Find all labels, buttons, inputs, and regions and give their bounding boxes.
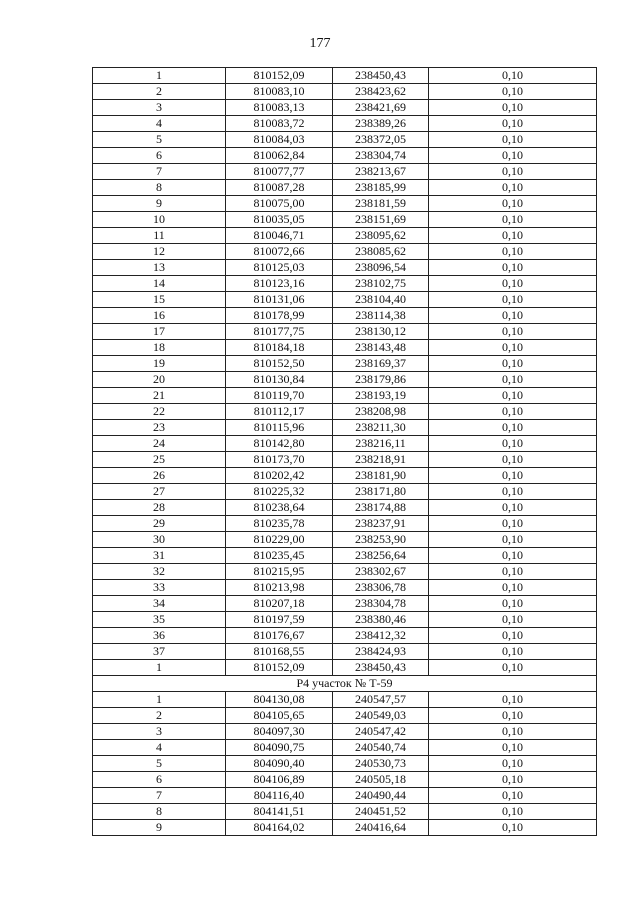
- table-row: [93, 436, 597, 452]
- accuracy-cell: 0,10: [429, 564, 597, 580]
- table-row: [93, 340, 597, 356]
- table-row: [93, 756, 597, 772]
- y-coordinate-cell: 238218,91: [333, 452, 429, 468]
- x-coordinate-cell: 810152,50: [226, 356, 333, 372]
- table-row: [93, 388, 597, 404]
- table-row: [93, 276, 597, 292]
- accuracy-cell: 0,10: [429, 116, 597, 132]
- x-coordinate-cell: 810176,67: [226, 628, 333, 644]
- point-number-cell: 12: [93, 244, 226, 260]
- accuracy-cell: 0,10: [429, 164, 597, 180]
- accuracy-cell: 0,10: [429, 180, 597, 196]
- point-number-cell: 7: [93, 164, 226, 180]
- point-number-cell: 4: [93, 740, 226, 756]
- y-coordinate-cell: 238304,74: [333, 148, 429, 164]
- point-number-cell: 16: [93, 308, 226, 324]
- point-number-cell: 5: [93, 132, 226, 148]
- y-coordinate-cell: 238185,99: [333, 180, 429, 196]
- y-coordinate-cell: 238424,93: [333, 644, 429, 660]
- point-number-cell: 20: [93, 372, 226, 388]
- table-row: [93, 116, 597, 132]
- y-coordinate-cell: 238256,64: [333, 548, 429, 564]
- table-row: [93, 708, 597, 724]
- y-coordinate-cell: 238102,75: [333, 276, 429, 292]
- y-coordinate-cell: 240416,64: [333, 820, 429, 836]
- y-coordinate-cell: 238095,62: [333, 228, 429, 244]
- point-number-cell: 21: [93, 388, 226, 404]
- y-coordinate-cell: 240505,18: [333, 772, 429, 788]
- point-number-cell: 29: [93, 516, 226, 532]
- y-coordinate-cell: 240549,03: [333, 708, 429, 724]
- x-coordinate-cell: 804106,89: [226, 772, 333, 788]
- x-coordinate-cell: 810125,03: [226, 260, 333, 276]
- point-number-cell: 1: [93, 692, 226, 708]
- point-number-cell: 18: [93, 340, 226, 356]
- x-coordinate-cell: 810178,99: [226, 308, 333, 324]
- y-coordinate-cell: 238450,43: [333, 68, 429, 84]
- accuracy-cell: 0,10: [429, 516, 597, 532]
- table-row: [93, 452, 597, 468]
- y-coordinate-cell: 240530,73: [333, 756, 429, 772]
- x-coordinate-cell: 810084,03: [226, 132, 333, 148]
- x-coordinate-cell: 810112,17: [226, 404, 333, 420]
- section-header-row: [93, 676, 597, 692]
- x-coordinate-cell: 804164,02: [226, 820, 333, 836]
- point-number-cell: 4: [93, 116, 226, 132]
- table-row: [93, 164, 597, 180]
- accuracy-cell: 0,10: [429, 788, 597, 804]
- page-number: 177: [309, 36, 331, 51]
- accuracy-cell: 0,10: [429, 260, 597, 276]
- table-row: [93, 180, 597, 196]
- section-title: Р4 участок № Т-59: [93, 676, 597, 692]
- x-coordinate-cell: 810152,09: [226, 660, 333, 676]
- y-coordinate-cell: 238085,62: [333, 244, 429, 260]
- x-coordinate-cell: 810075,00: [226, 196, 333, 212]
- table-row: [93, 548, 597, 564]
- y-coordinate-cell: 238181,90: [333, 468, 429, 484]
- point-number-cell: 35: [93, 612, 226, 628]
- x-coordinate-cell: 810173,70: [226, 452, 333, 468]
- accuracy-cell: 0,10: [429, 292, 597, 308]
- table-row: [93, 228, 597, 244]
- x-coordinate-cell: 810238,64: [226, 500, 333, 516]
- accuracy-cell: 0,10: [429, 548, 597, 564]
- table-row: [93, 196, 597, 212]
- y-coordinate-cell: 238423,62: [333, 84, 429, 100]
- y-coordinate-cell: 240490,44: [333, 788, 429, 804]
- y-coordinate-cell: 238143,48: [333, 340, 429, 356]
- point-number-cell: 28: [93, 500, 226, 516]
- accuracy-cell: 0,10: [429, 388, 597, 404]
- point-number-cell: 15: [93, 292, 226, 308]
- accuracy-cell: 0,10: [429, 84, 597, 100]
- point-number-cell: 9: [93, 820, 226, 836]
- x-coordinate-cell: 810202,42: [226, 468, 333, 484]
- table-row: [93, 804, 597, 820]
- table-row: [93, 244, 597, 260]
- table-row: [93, 372, 597, 388]
- table-row: [93, 84, 597, 100]
- point-number-cell: 23: [93, 420, 226, 436]
- x-coordinate-cell: 810235,78: [226, 516, 333, 532]
- x-coordinate-cell: 810168,55: [226, 644, 333, 660]
- x-coordinate-cell: 810083,10: [226, 84, 333, 100]
- x-coordinate-cell: 810142,80: [226, 436, 333, 452]
- accuracy-cell: 0,10: [429, 580, 597, 596]
- y-coordinate-cell: 238450,43: [333, 660, 429, 676]
- x-coordinate-cell: 810130,84: [226, 372, 333, 388]
- point-number-cell: 33: [93, 580, 226, 596]
- point-number-cell: 2: [93, 84, 226, 100]
- table-row: [93, 468, 597, 484]
- accuracy-cell: 0,10: [429, 340, 597, 356]
- point-number-cell: 25: [93, 452, 226, 468]
- y-coordinate-cell: 240547,42: [333, 724, 429, 740]
- accuracy-cell: 0,10: [429, 420, 597, 436]
- x-coordinate-cell: 804090,75: [226, 740, 333, 756]
- y-coordinate-cell: 240540,74: [333, 740, 429, 756]
- accuracy-cell: 0,10: [429, 740, 597, 756]
- y-coordinate-cell: 238104,40: [333, 292, 429, 308]
- y-coordinate-cell: 238304,78: [333, 596, 429, 612]
- accuracy-cell: 0,10: [429, 308, 597, 324]
- accuracy-cell: 0,10: [429, 692, 597, 708]
- table-row: [93, 532, 597, 548]
- point-number-cell: 1: [93, 660, 226, 676]
- point-number-cell: 6: [93, 148, 226, 164]
- x-coordinate-cell: 810083,13: [226, 100, 333, 116]
- accuracy-cell: 0,10: [429, 724, 597, 740]
- point-number-cell: 31: [93, 548, 226, 564]
- table-row: [93, 148, 597, 164]
- x-coordinate-cell: 810072,66: [226, 244, 333, 260]
- accuracy-cell: 0,10: [429, 404, 597, 420]
- point-number-cell: 11: [93, 228, 226, 244]
- point-number-cell: 37: [93, 644, 226, 660]
- y-coordinate-cell: 238130,12: [333, 324, 429, 340]
- table-row: [93, 308, 597, 324]
- table-row: [93, 260, 597, 276]
- point-number-cell: 19: [93, 356, 226, 372]
- accuracy-cell: 0,10: [429, 100, 597, 116]
- x-coordinate-cell: 810152,09: [226, 68, 333, 84]
- x-coordinate-cell: 804141,51: [226, 804, 333, 820]
- point-number-cell: 5: [93, 756, 226, 772]
- accuracy-cell: 0,10: [429, 644, 597, 660]
- y-coordinate-cell: 238412,32: [333, 628, 429, 644]
- point-number-cell: 10: [93, 212, 226, 228]
- x-coordinate-cell: 810184,18: [226, 340, 333, 356]
- x-coordinate-cell: 810131,06: [226, 292, 333, 308]
- accuracy-cell: 0,10: [429, 772, 597, 788]
- table-row: [93, 772, 597, 788]
- x-coordinate-cell: 810225,32: [226, 484, 333, 500]
- table-row: [93, 644, 597, 660]
- accuracy-cell: 0,10: [429, 324, 597, 340]
- accuracy-cell: 0,10: [429, 500, 597, 516]
- table-row: [93, 292, 597, 308]
- x-coordinate-cell: 810229,00: [226, 532, 333, 548]
- point-number-cell: 3: [93, 724, 226, 740]
- y-coordinate-cell: 238114,38: [333, 308, 429, 324]
- accuracy-cell: 0,10: [429, 628, 597, 644]
- y-coordinate-cell: 238302,67: [333, 564, 429, 580]
- accuracy-cell: 0,10: [429, 612, 597, 628]
- accuracy-cell: 0,10: [429, 228, 597, 244]
- y-coordinate-cell: 238216,11: [333, 436, 429, 452]
- y-coordinate-cell: 238193,19: [333, 388, 429, 404]
- accuracy-cell: 0,10: [429, 756, 597, 772]
- x-coordinate-cell: 804130,08: [226, 692, 333, 708]
- table-row: [93, 580, 597, 596]
- x-coordinate-cell: 810177,75: [226, 324, 333, 340]
- table-row: [93, 820, 597, 836]
- point-number-cell: 32: [93, 564, 226, 580]
- table-row: [93, 100, 597, 116]
- point-number-cell: 24: [93, 436, 226, 452]
- table-row: [93, 68, 597, 84]
- x-coordinate-cell: 810215,95: [226, 564, 333, 580]
- y-coordinate-cell: 240451,52: [333, 804, 429, 820]
- table-row: [93, 692, 597, 708]
- accuracy-cell: 0,10: [429, 820, 597, 836]
- table-row: [93, 516, 597, 532]
- y-coordinate-cell: 238181,59: [333, 196, 429, 212]
- y-coordinate-cell: 240547,57: [333, 692, 429, 708]
- accuracy-cell: 0,10: [429, 484, 597, 500]
- table-row: [93, 212, 597, 228]
- x-coordinate-cell: 810062,84: [226, 148, 333, 164]
- point-number-cell: 8: [93, 180, 226, 196]
- y-coordinate-cell: 238151,69: [333, 212, 429, 228]
- table-row: [93, 596, 597, 612]
- x-coordinate-cell: 804116,40: [226, 788, 333, 804]
- coordinates-table: [92, 67, 597, 836]
- point-number-cell: 36: [93, 628, 226, 644]
- point-number-cell: 7: [93, 788, 226, 804]
- accuracy-cell: 0,10: [429, 804, 597, 820]
- y-coordinate-cell: 238171,80: [333, 484, 429, 500]
- y-coordinate-cell: 238208,98: [333, 404, 429, 420]
- point-number-cell: 30: [93, 532, 226, 548]
- accuracy-cell: 0,10: [429, 132, 597, 148]
- y-coordinate-cell: 238211,30: [333, 420, 429, 436]
- x-coordinate-cell: 804097,30: [226, 724, 333, 740]
- x-coordinate-cell: 810115,96: [226, 420, 333, 436]
- y-coordinate-cell: 238213,67: [333, 164, 429, 180]
- y-coordinate-cell: 238380,46: [333, 612, 429, 628]
- coordinates-table-body: [93, 68, 597, 836]
- accuracy-cell: 0,10: [429, 244, 597, 260]
- point-number-cell: 14: [93, 276, 226, 292]
- point-number-cell: 6: [93, 772, 226, 788]
- point-number-cell: 2: [93, 708, 226, 724]
- y-coordinate-cell: 238372,05: [333, 132, 429, 148]
- x-coordinate-cell: 804105,65: [226, 708, 333, 724]
- x-coordinate-cell: 810207,18: [226, 596, 333, 612]
- point-number-cell: 22: [93, 404, 226, 420]
- x-coordinate-cell: 810046,71: [226, 228, 333, 244]
- x-coordinate-cell: 810213,98: [226, 580, 333, 596]
- accuracy-cell: 0,10: [429, 452, 597, 468]
- point-number-cell: 17: [93, 324, 226, 340]
- y-coordinate-cell: 238421,69: [333, 100, 429, 116]
- y-coordinate-cell: 238169,37: [333, 356, 429, 372]
- point-number-cell: 26: [93, 468, 226, 484]
- x-coordinate-cell: 810123,16: [226, 276, 333, 292]
- accuracy-cell: 0,10: [429, 596, 597, 612]
- point-number-cell: 8: [93, 804, 226, 820]
- y-coordinate-cell: 238253,90: [333, 532, 429, 548]
- accuracy-cell: 0,10: [429, 372, 597, 388]
- accuracy-cell: 0,10: [429, 276, 597, 292]
- table-row: [93, 660, 597, 676]
- y-coordinate-cell: 238179,86: [333, 372, 429, 388]
- point-number-cell: 13: [93, 260, 226, 276]
- point-number-cell: 3: [93, 100, 226, 116]
- point-number-cell: 27: [93, 484, 226, 500]
- table-row: [93, 324, 597, 340]
- y-coordinate-cell: 238174,88: [333, 500, 429, 516]
- accuracy-cell: 0,10: [429, 708, 597, 724]
- accuracy-cell: 0,10: [429, 660, 597, 676]
- x-coordinate-cell: 810077,77: [226, 164, 333, 180]
- y-coordinate-cell: 238306,78: [333, 580, 429, 596]
- table-row: [93, 564, 597, 580]
- x-coordinate-cell: 810235,45: [226, 548, 333, 564]
- table-row: [93, 628, 597, 644]
- accuracy-cell: 0,10: [429, 196, 597, 212]
- table-row: [93, 612, 597, 628]
- table-row: [93, 740, 597, 756]
- table-row: [93, 356, 597, 372]
- x-coordinate-cell: 810083,72: [226, 116, 333, 132]
- accuracy-cell: 0,10: [429, 356, 597, 372]
- y-coordinate-cell: 238096,54: [333, 260, 429, 276]
- x-coordinate-cell: 810119,70: [226, 388, 333, 404]
- table-row: [93, 724, 597, 740]
- x-coordinate-cell: 804090,40: [226, 756, 333, 772]
- accuracy-cell: 0,10: [429, 148, 597, 164]
- table-row: [93, 132, 597, 148]
- table-row: [93, 484, 597, 500]
- y-coordinate-cell: 238237,91: [333, 516, 429, 532]
- point-number-cell: 34: [93, 596, 226, 612]
- accuracy-cell: 0,10: [429, 212, 597, 228]
- accuracy-cell: 0,10: [429, 436, 597, 452]
- table-row: [93, 788, 597, 804]
- accuracy-cell: 0,10: [429, 68, 597, 84]
- table-row: [93, 500, 597, 516]
- point-number-cell: 1: [93, 68, 226, 84]
- table-row: [93, 404, 597, 420]
- x-coordinate-cell: 810197,59: [226, 612, 333, 628]
- table-row: [93, 420, 597, 436]
- accuracy-cell: 0,10: [429, 532, 597, 548]
- x-coordinate-cell: 810035,05: [226, 212, 333, 228]
- x-coordinate-cell: 810087,28: [226, 180, 333, 196]
- y-coordinate-cell: 238389,26: [333, 116, 429, 132]
- point-number-cell: 9: [93, 196, 226, 212]
- accuracy-cell: 0,10: [429, 468, 597, 484]
